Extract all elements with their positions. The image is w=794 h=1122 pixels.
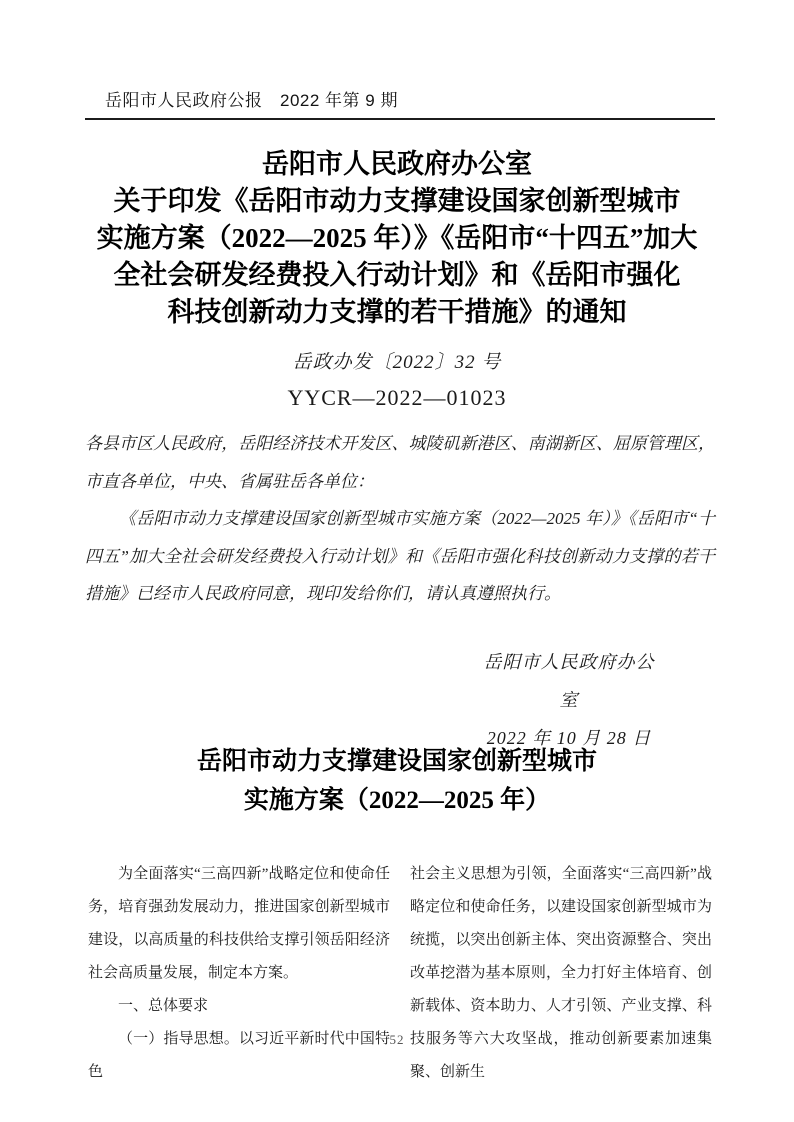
notice-title-line-3: 实施方案（2022—2025 年）》《岳阳市“十四五”加大 <box>96 223 698 253</box>
right-column <box>410 858 712 1089</box>
notice-title-line-5: 科技创新动力支撑的若干措施》的通知 <box>167 297 627 327</box>
left-column-section-heading: 一、总体要求 <box>118 998 209 1014</box>
left-column-paragraph-1: 为全面落实“三高四新”战略定位和使命任务，培育强劲发展动力，推进国家创新型城市建设，以高质量的科技供给支撑引领岳阳经济社会高质量发展，制定本方案。 <box>88 866 390 981</box>
left-column-paragraph-2: （一）指导思想。以习近平新时代中国特色 <box>88 1031 390 1080</box>
document-number: 岳政办发〔2022〕32 号 <box>292 352 502 373</box>
plan-body-columns <box>88 858 712 1089</box>
right-column-paragraph-1: 社会主义思想为引领，全面落实“三高四新”战略定位和使命任务，以建设国家创新型城市为统揽，以突出创新主体、突出资源整合、突出改革挖潜为基本原则，全力打好主体培育、创新载体、资本助力、人才引领、产业支撑、科技服务等六大攻坚战，推动创新要素加速集聚、创新生 <box>410 866 712 1080</box>
gazette-running-head: 岳阳市人民政府公报 2022 年第 9 期 <box>85 86 715 120</box>
plan-title <box>82 742 712 820</box>
reference-code: YYCR—2022—01023 <box>287 385 507 410</box>
signature-date: 2022 年 10 月 28 日 <box>486 728 652 748</box>
notice-title-line-1: 岳阳市人民政府办公室 <box>262 149 532 179</box>
notice-title-line-4: 全社会研发经费投入行动计划》和《岳阳市强化 <box>113 260 681 290</box>
notice-body <box>85 425 715 613</box>
signature-organization: 岳阳市人民政府办公室 <box>483 652 655 710</box>
left-column <box>88 858 390 1089</box>
notice-title-line-2: 关于印发《岳阳市动力支撑建设国家创新型城市 <box>113 186 681 216</box>
plan-title-line-1: 岳阳市动力支撑建设国家创新型城市 <box>196 748 597 775</box>
notice-salutation: 各县市区人民政府，岳阳经济技术开发区、城陵矶新港区、南湖新区、屈原管理区，市直各单位，中央、省属驻岳各单位： <box>85 434 715 491</box>
signature-block <box>483 643 655 757</box>
notice-title <box>82 146 712 331</box>
notice-body-paragraph: 《岳阳市动力支撑建设国家创新型城市实施方案（2022—2025 年）》《岳阳市“十四五”加大全社会研发经费投入行动计划》和《岳阳市强化科技创新动力支撑的若干措施》已经市人民政府同意，现印发给你们，请认真遵照执行。 <box>85 509 715 603</box>
plan-title-line-2: 实施方案（2022—2025 年） <box>243 787 551 814</box>
page-number: 52 <box>389 1032 405 1047</box>
